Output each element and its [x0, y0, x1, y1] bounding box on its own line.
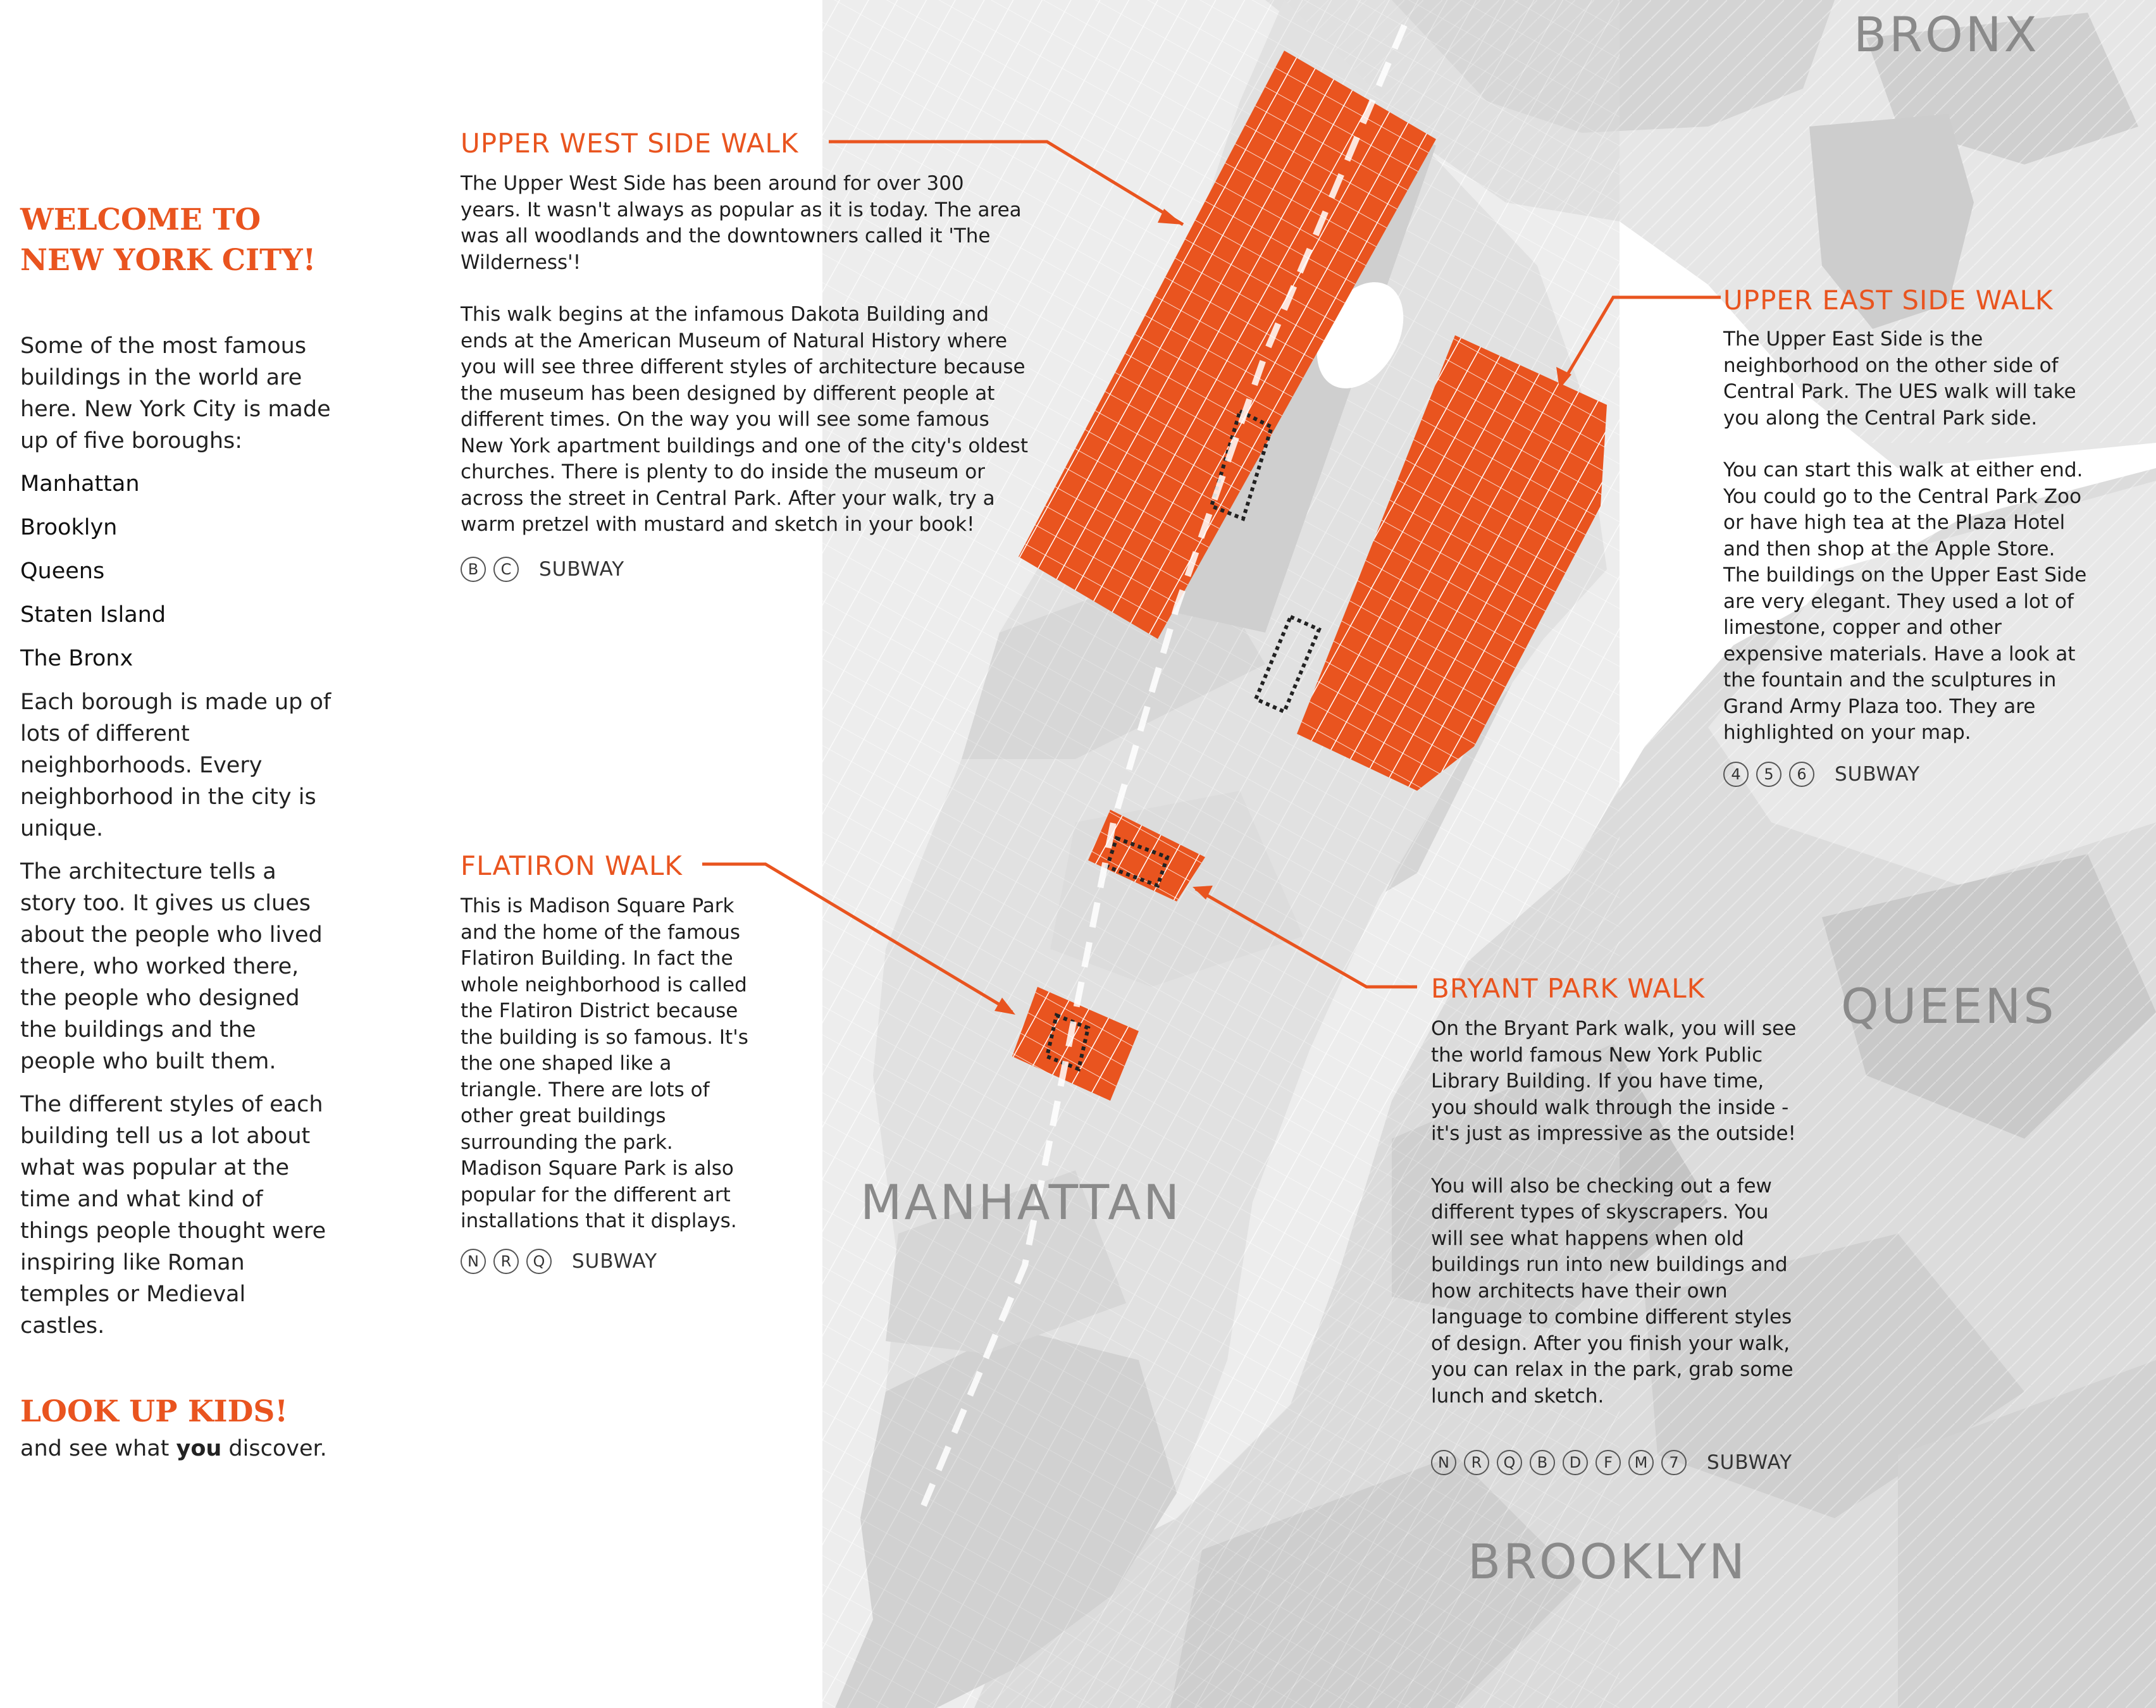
flatiron-p1: This is Madison Square Park and the home of the famous Flatiron Building. In fact the whole neighborhood is called the Flatiron District because the building is so famous. It's the one shaped like a triangle. There are lots of other great buildings surrounding the park. Madison Square Park is also popular for the different art installations that it displays. — [461, 894, 748, 1232]
borough-brooklyn: Brooklyn — [20, 515, 118, 540]
uws-title: UPPER WEST SIDE WALK — [461, 128, 799, 159]
subway-label: SUBWAY — [539, 558, 625, 581]
uws-subway — [461, 557, 624, 582]
ues-subway — [1723, 762, 1920, 787]
look-up-post: discover. — [221, 1436, 327, 1461]
subway-line-f: F — [1595, 1450, 1621, 1475]
bryant-title: BRYANT PARK WALK — [1431, 973, 1706, 1004]
look-up-you: you — [176, 1436, 222, 1461]
uws-p2: This walk begins at the infamous Dakota Building and ends at the American Museum of Natural History where you will see three different styles of architecture because the museum has been designed by different people at different times. On the way you will see some famous New York apartment buildings and one of the city's oldest churches. There is plenty to do inside the museum or across the street in Central Park. After your walk, try a warm pretzel with mustard and sketch in your book! — [461, 303, 1028, 536]
intro-paragraph: Some of the most famous buildings in the world are here. New York City is made up of five boroughs: — [20, 333, 331, 454]
ues-description — [1723, 326, 2090, 746]
subway-line-4: 4 — [1723, 762, 1749, 787]
look-up-title: LOOK UP KIDS! — [20, 1394, 288, 1429]
subway-line-7: 7 — [1661, 1450, 1687, 1475]
uws-p1: The Upper West Side has been around for over 300 years. It wasn't always as popular as it is today. The area was all woodlands and the downtowners called it 'The Wilderness'! — [461, 172, 1022, 274]
queens-label: QUEENS — [1841, 978, 2057, 1034]
neighborhoods-paragraph: Each borough is made up of lots of different neighborhoods. Every neighborhood in the city is unique. — [20, 690, 331, 841]
bryant-p1: On the Bryant Park walk, you will see the world famous New York Public Library Building. If you have time, you should walk through the inside - it's just as impressive as the outside! — [1431, 1017, 1797, 1145]
subway-line-m: M — [1628, 1450, 1654, 1475]
brooklyn-label: BROOKLYN — [1468, 1533, 1747, 1590]
welcome-line-2: NEW YORK CITY! — [20, 243, 316, 278]
flatiron-title: FLATIRON WALK — [461, 850, 683, 881]
intro-text — [20, 330, 337, 1353]
subway-line-n: N — [1431, 1450, 1456, 1475]
subway-line-b: B — [1530, 1450, 1555, 1475]
borough-manhattan: Manhattan — [20, 471, 140, 497]
manhattan-label: MANHATTAN — [860, 1174, 1182, 1230]
subway-label: SUBWAY — [1835, 763, 1921, 786]
subway-line-q: Q — [1497, 1450, 1522, 1475]
subway-line-d: D — [1563, 1450, 1588, 1475]
subway-line-5: 5 — [1756, 762, 1781, 787]
subway-line-c: C — [493, 557, 519, 582]
architecture-paragraph: The architecture tells a story too. It gives us clues about the people who lived there, who worked there, the people who designed the buildings and the people who built them. — [20, 859, 323, 1074]
borough-staten-island: Staten Island — [20, 602, 166, 628]
ues-title: UPPER EAST SIDE WALK — [1723, 285, 2054, 316]
borough-queens: Queens — [20, 559, 105, 584]
subway-line-n: N — [461, 1249, 486, 1274]
welcome-line-1: WELCOME TO — [20, 202, 261, 237]
ues-p2: You can start this walk at either end. You could go to the Central Park Zoo or have high tea at the Plaza Hotel and then shop at the Apple Store. The buildings on the Upper East Side are very elegant. They used a lot of limestone, copper and other expensive materials. Have a look at the fountain and the sculptures in Grand Army Plaza too. They are highlighted on your map. — [1723, 459, 2087, 744]
subway-line-q: Q — [526, 1249, 552, 1274]
look-up-subtitle — [20, 1436, 327, 1461]
subway-line-6: 6 — [1789, 762, 1814, 787]
borough-bronx: The Bronx — [20, 646, 133, 671]
ues-p1: The Upper East Side is the neighborhood on the other side of Central Park. The UES walk will take you along the Central Park side. — [1723, 328, 2076, 430]
bronx-label: BRONX — [1854, 6, 2040, 63]
subway-label: SUBWAY — [572, 1250, 658, 1273]
bryant-subway — [1431, 1450, 1792, 1475]
styles-paragraph: The different styles of each building tell us a lot about what was popular at the time and what kind of things people thought were inspiring like Roman temples or Medieval castles. — [20, 1092, 326, 1339]
subway-label: SUBWAY — [1707, 1451, 1793, 1474]
flatiron-description — [461, 893, 758, 1235]
subway-line-r: R — [493, 1249, 519, 1274]
subway-line-r: R — [1464, 1450, 1489, 1475]
bryant-p2: You will also be checking out a few different types of skyscrapers. You will see what happens when old buildings run into new buildings and how architects have their own language to combine different styles of design. After you finish your walk, you can relax in the park, grab some lunch and sketch. — [1431, 1174, 1794, 1408]
look-up-pre: and see what — [20, 1436, 177, 1461]
subway-line-b: B — [461, 557, 486, 582]
welcome-title — [20, 200, 316, 281]
bryant-description — [1431, 1016, 1798, 1409]
uws-description — [461, 171, 1030, 538]
flatiron-subway — [461, 1249, 657, 1274]
